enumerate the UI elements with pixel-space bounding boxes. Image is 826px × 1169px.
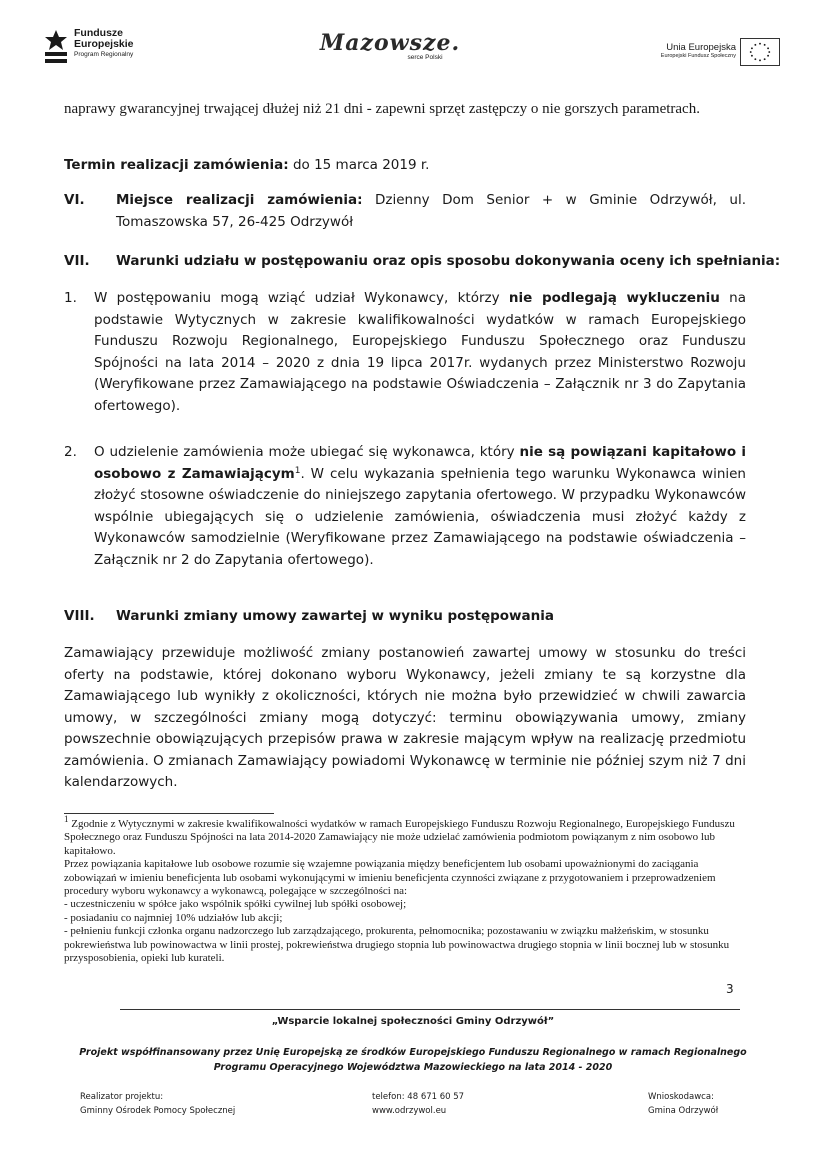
footer-realizator-label: Realizator projektu:	[80, 1092, 164, 1102]
condition-item-1-pre: W postępowaniu mogą wziąć udział Wykonawcy, którzy	[94, 290, 509, 306]
ue-line2: Europejski Fundusz Społeczny	[660, 53, 736, 59]
fundusze-europejskie-star-icon	[42, 28, 70, 68]
footer-website-link[interactable]: www.odrzywol.eu	[372, 1106, 447, 1116]
section-vii	[64, 251, 781, 273]
intro-paragraph: naprawy gwarancyjnej trwającej dłużej niż 21 dni - zapewni sprzęt zastępczy o nie gorszych parametrach.	[64, 101, 700, 117]
footnote	[64, 814, 746, 965]
section-viii-text: Zamawiający przewiduje możliwość zmiany postanowień zawartej umowy w stosunku do treści oferty na podstawie, której dokonano wyboru Wykonawcy, jeżeli zmiany te są korzystne dla Zamawiającego lub wynikły z okoliczności, których nie można było przewidzieć w chwili zawarcia umowy, w szczególności zmiany mogą dotyczyć: terminu obowiązywania umowy, zmiany powszechnie obowiązujących przepisów prawa w zakresie mającym wpływ na realizację przedmiotu zamówienia. O zmianach Zamawiający powiadomi Wykonawcę w terminie nie później szym niż 7 dni kalendarzowych.	[64, 645, 746, 790]
condition-item-2-number: 2.	[64, 444, 77, 460]
condition-item-1-bold: nie podlegają wykluczeniu	[508, 290, 720, 306]
condition-item-1	[64, 288, 746, 417]
section-vi-value: Dzienny Dom Senior + w Gminie Odrzywół, ul. Tomaszowska 57, 26-425 Odrzywół	[116, 192, 746, 230]
termin-line	[64, 155, 746, 177]
footnote-ref-1: 1	[294, 465, 301, 476]
footer-realizator-value: Gminny Ośrodek Pomocy Społecznej	[80, 1106, 236, 1116]
footer-realizator	[80, 1090, 235, 1118]
footer-wnioskodawca-label: Wnioskodawca:	[648, 1092, 714, 1102]
termin-label: Termin realizacji zamówienia:	[64, 157, 289, 173]
fundusze-europejskie-logo	[42, 26, 172, 70]
fe-line2: Europejskie	[74, 38, 134, 50]
section-vii-label: Warunki udziału w postępowaniu oraz opis sposobu dokonywania oceny ich spełniania:	[116, 253, 781, 269]
condition-item-1-post: na podstawie Wytycznych w zakresie kwalifikowalności wydatków w ramach Europejskiego Funduszu Rozwoju Regionalnego, Europejskiego Funduszu Społecznego oraz Funduszu Spójności na lata 2014 – 2020 z dnia 19 lipca 2017r. wydanych przez Ministerstwo Rozwoju (Weryfikowane przez Zamawiającego na podstawie Oświadczenia – Załącznik nr 3 do Zapytania ofertowego).	[94, 290, 746, 414]
ue-line1: Unia Europejska	[666, 42, 736, 53]
section-vi-label: Miejsce realizacji zamówienia:	[116, 192, 363, 208]
footer-project-title: „Wsparcie lokalnej społeczności Gminy Odrzywół”	[271, 1016, 555, 1027]
page-header	[0, 26, 826, 74]
condition-item-2-bold: nie są powiązani kapitałowo i osobowo z Zamawiającym	[94, 444, 747, 482]
fe-line3: Program Regionalny	[74, 51, 134, 58]
fe-line1: Fundusze	[74, 27, 123, 39]
mazowsze-logo	[310, 30, 470, 70]
section-vi	[64, 190, 746, 233]
footnote-divider	[64, 813, 274, 814]
footnote-list-2: - posiadaniu co najmniej 10% udziałów lub akcji;	[64, 911, 283, 924]
section-viii-number: VIII.	[64, 608, 95, 624]
footnote-mark: 1	[64, 814, 69, 824]
footer-contact	[372, 1090, 464, 1118]
footnote-list-3: - pełnieniu funkcji członka organu nadzorczego lub zarządzającego, prokurenta, pełnomocnika; pozostawaniu w związku małżeńskim, w stosunku pokrewieństwa lub powinowactwa w linii prostej, pokrewieństwa drugiego stopnia lub powinowactwa drugiego stopnia w linii bocznej lub w stosunku przysposobienia, opieki lub kurateli.	[64, 925, 730, 965]
footer-divider	[120, 1009, 740, 1010]
eu-flag-icon	[740, 38, 780, 66]
condition-item-2	[64, 442, 746, 571]
section-vii-number: VII.	[64, 253, 90, 269]
mazowsze-subtitle: serce Polski	[407, 54, 443, 61]
condition-item-1-number: 1.	[64, 290, 77, 306]
footer-phone: telefon: 48 671 60 57	[372, 1092, 465, 1102]
termin-value: do 15 marca 2019 r.	[288, 157, 430, 173]
page-number: 3	[726, 982, 734, 996]
footer-wnioskodawca	[648, 1090, 718, 1118]
footnote-p1: Zgodnie z Wytycznymi w zakresie kwalifikowalności wydatków w ramach Europejskiego Funduszu Rozwoju Regionalnego, Europejskiego Funduszu Społecznego oraz Funduszu Spójności na lata 2014-2020 Zamawiający nie może udzielać zamówienia podmiotom powiązanym z nim osobowo lub kapitałowo.	[64, 818, 735, 857]
mazowsze-wordmark: Mazowsze.	[319, 30, 461, 56]
footnote-list-1: - uczestniczeniu w spółce jako wspólnik spółki cywilnej lub spółki osobowej;	[64, 898, 407, 911]
section-viii	[64, 606, 746, 628]
footer-wnioskodawca-value: Gmina Odrzywół	[648, 1106, 719, 1116]
section-vi-number: VI.	[64, 192, 85, 208]
section-viii-label: Warunki zmiany umowy zawartej w wyniku postępowania	[116, 608, 554, 624]
condition-item-2-post: . W celu wykazania spełnienia tego warunku Wykonawca winien złożyć stosowne oświadczenie do niniejszego zapytania ofertowego. W przypadku Wykonawców wspólnie ubiegających się o udzielenie zamówienia, oświadczenia musi złożyć każdy z Wykonawców samodzielnie (Weryfikowane przez Zamawiającego na podstawie oświadczenia – Załącznik nr 2 do Zapytania ofertowego).	[94, 465, 746, 568]
footnote-p2: Przez powiązania kapitałowe lub osobowe rozumie się wzajemne powiązania między beneficjentem lub osobami upoważnionymi do zaciągania zobowiązań w imieniu beneficjenta lub osobami wykonującymi w imieniu beneficjenta czynności związane z przygotowaniem i przeprowadzeniem procedury wyboru wykonawcy a wykonawcą, polegające w szczególności na:	[64, 858, 716, 898]
footer-financing-note: Projekt współfinansowany przez Unię Europejską ze środków Europejskiego Funduszu Regionalnego w ramach Regionalnego Programu Operacyjnego Województwa Mazowieckiego na lata 2014 - 2020	[79, 1047, 747, 1073]
condition-item-2-pre: O udzielenie zamówienia może ubiegać się wykonawca, który	[94, 444, 520, 460]
